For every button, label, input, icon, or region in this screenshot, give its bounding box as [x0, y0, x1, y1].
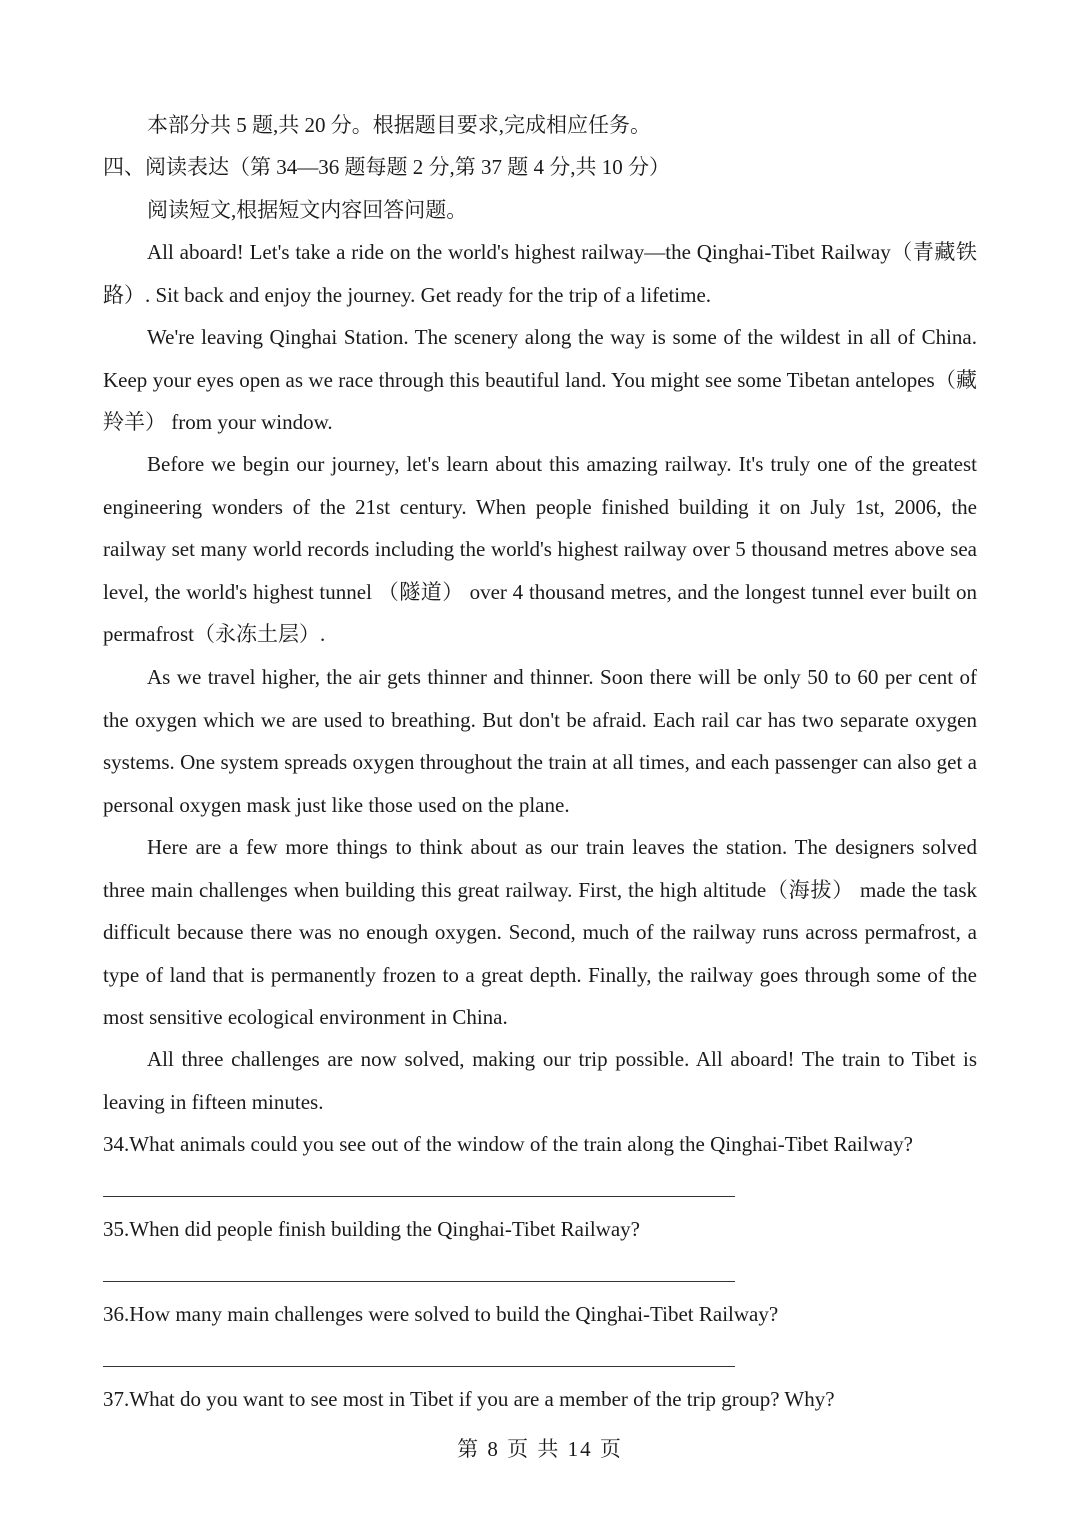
passage-paragraph-1: All aboard! Let's take a ride on the world's highest railway—the Qinghai-Tibet Railway（青藏铁路）. Sit back and enjoy the journey. Get ready for the trip of a lifetime. — [103, 240, 977, 307]
section-intro: 本部分共 5 题,共 20 分。根据题目要求,完成相应任务。 — [147, 113, 651, 137]
passage-paragraph-5: Here are a few more things to think about as our train leaves the station. The designers solved three main challenges when building this great railway. First, the high altitude（海拔） made the task difficult because there was no enough oxygen. Second, much of the railway runs across permafrost, a type of land that is permanently frozen to a great depth. Finally, the railway goes through some of the most sensitive ecological environment in China. — [103, 835, 977, 1029]
question-34: 34.What animals could you see out of the window of the train along the Qinghai-Tibet Railway? — [103, 1132, 913, 1156]
page-footer: 第 8 页 共 14 页 — [457, 1437, 623, 1461]
question-37: 37.What do you want to see most in Tibet if you are a member of the trip group? Why? — [103, 1387, 835, 1411]
passage-paragraph-4: As we travel higher, the air gets thinner and thinner. Soon there will be only 50 to 60 per cent of the oxygen which we are used to breathing. But don't be afraid. Each rail car has two separate oxygen systems. One system spreads oxygen throughout the train at all times, and each passenger can also get a personal oxygen mask just like those used on the plane. — [103, 665, 977, 817]
section-instruction: 阅读短文,根据短文内容回答问题。 — [147, 198, 468, 222]
section-heading: 四、阅读表达（第 34—36 题每题 2 分,第 37 题 4 分,共 10 分） — [103, 155, 670, 179]
question-35: 35.When did people finish building the Qinghai-Tibet Railway? — [103, 1217, 640, 1241]
answer-line-36[interactable] — [103, 1366, 735, 1367]
question-36: 36.How many main challenges were solved to build the Qinghai-Tibet Railway? — [103, 1302, 779, 1326]
passage-paragraph-3: Before we begin our journey, let's learn about this amazing railway. It's truly one of the greatest engineering wonders of the 21st century. When people finished building it on July 1st, 2006, the railway set many world records including the world's highest railway over 5 thousand metres above sea level, the world's highest tunnel （隧道） over 4 thousand metres, and the longest tunnel ever built on permafrost（永冻土层）. — [103, 452, 977, 646]
passage-paragraph-6: All three challenges are now solved, making our trip possible. All aboard! The train to Tibet is leaving in fifteen minutes. — [103, 1047, 977, 1114]
answer-line-34[interactable] — [103, 1196, 735, 1197]
answer-line-35[interactable] — [103, 1281, 735, 1282]
passage-paragraph-2: We're leaving Qinghai Station. The scenery along the way is some of the wildest in all of China. Keep your eyes open as we race through this beautiful land. You might see some Tibetan antelopes（藏羚羊） from your window. — [103, 325, 977, 434]
